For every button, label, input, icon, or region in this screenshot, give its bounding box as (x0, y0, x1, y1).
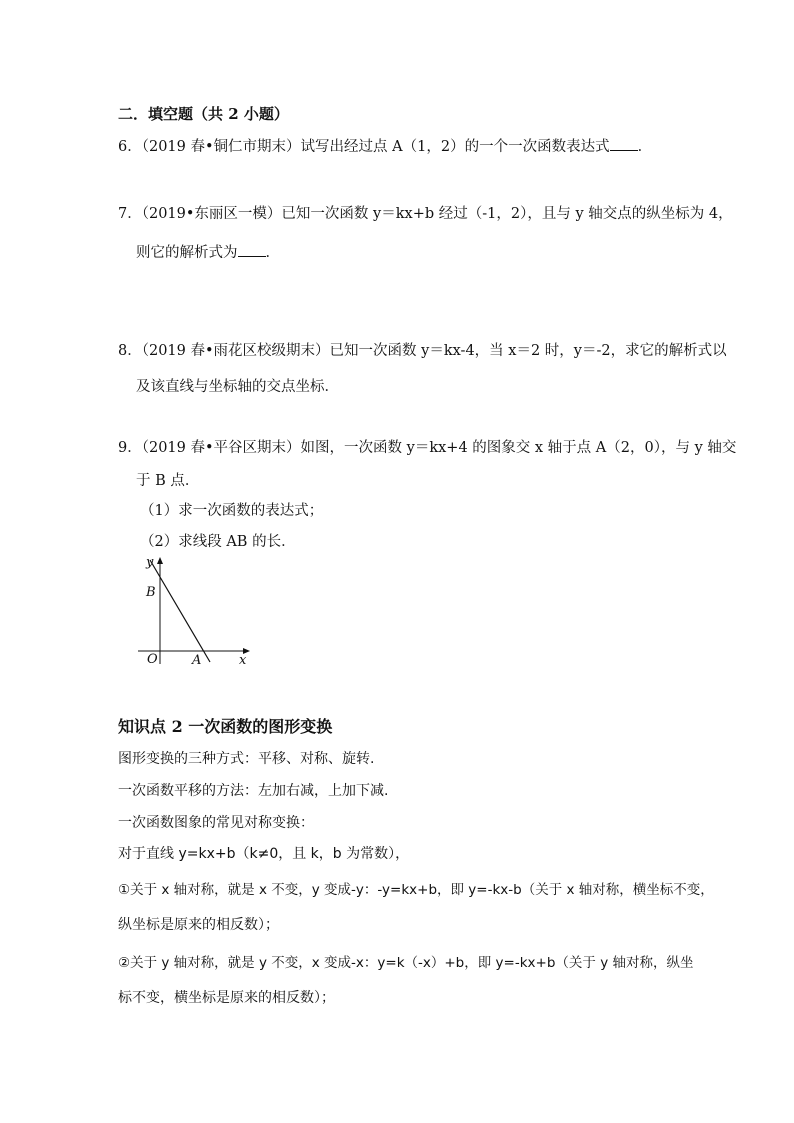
question-6 (118, 135, 652, 156)
y-axis-arrow (157, 557, 163, 564)
question-7-tail: ． (265, 245, 280, 261)
question-9-line1: 9．（2019 春•平谷区期末）如图，一次函数 y＝kx+4 的图象交 x 轴于点 A（2，0），与 y 轴交 (118, 440, 737, 456)
answer-blank (610, 138, 638, 151)
label-a: A (192, 653, 202, 668)
knowledge-line-1: 图形变换的三种方式：平移、对称、旋转. (118, 751, 375, 767)
knowledge-line-7: ②关于 y 轴对称，就是 y 不变，x 变成-x：y=k（-x）+b，即 y=-kx+b（关于 y 轴对称，纵坐 (118, 955, 694, 971)
knowledge-line-4: 对于直线 y=kx+b（k≠0，且 k，b 为常数）， (118, 846, 410, 862)
knowledge-line-5: ①关于 x 轴对称，就是 x 不变，y 变成-y：-y=kx+b，即 y=-kx-b（关于 x 轴对称，横坐标不变， (118, 882, 714, 898)
label-o: O (147, 652, 158, 667)
answer-blank (238, 244, 266, 257)
question-9-sub1: （1）求一次函数的表达式； (140, 503, 324, 519)
knowledge-title: 知识点 2 一次函数的图形变换 (118, 717, 333, 736)
question-8-line1: 8．（2019 春•雨花区校级期末）已知一次函数 y＝kx-4，当 x＝2 时，y＝-2，求它的解析式以 (118, 343, 727, 359)
question-8-line2: 及该直线与坐标轴的交点坐标． (136, 379, 339, 395)
question-7-line1: 7．（2019•东丽区一模）已知一次函数 y＝kx+b 经过（-1，2），且与 y 轴交点的纵坐标为 4， (118, 206, 733, 222)
coordinate-figure (130, 552, 260, 672)
question-6-tail: ． (637, 139, 653, 155)
question-9-line2: 于 B 点． (136, 473, 200, 489)
question-7-text: 则它的解析式为 (136, 245, 238, 261)
knowledge-line-3: 一次函数图象的常见对称变换： (118, 815, 314, 831)
label-b: B (146, 585, 156, 600)
section-title: 二．填空题（共 2 小题） (118, 105, 289, 123)
label-x: x (239, 653, 247, 668)
question-7-line2 (136, 241, 280, 262)
knowledge-line-6: 纵坐标是原来的相反数）； (118, 917, 279, 933)
knowledge-line-2: 一次函数平移的方法：左加右减，上加下减. (118, 783, 389, 799)
label-y: y (146, 555, 154, 570)
question-6-text: 6．（2019 春•铜仁市期末）试写出经过点 A（1，2）的一个一次函数表达式 (118, 139, 610, 155)
graph-line (150, 560, 210, 662)
question-9-sub2: （2）求线段 AB 的长． (140, 534, 296, 550)
knowledge-line-8: 标不变，横坐标是原来的相反数）； (118, 990, 335, 1006)
